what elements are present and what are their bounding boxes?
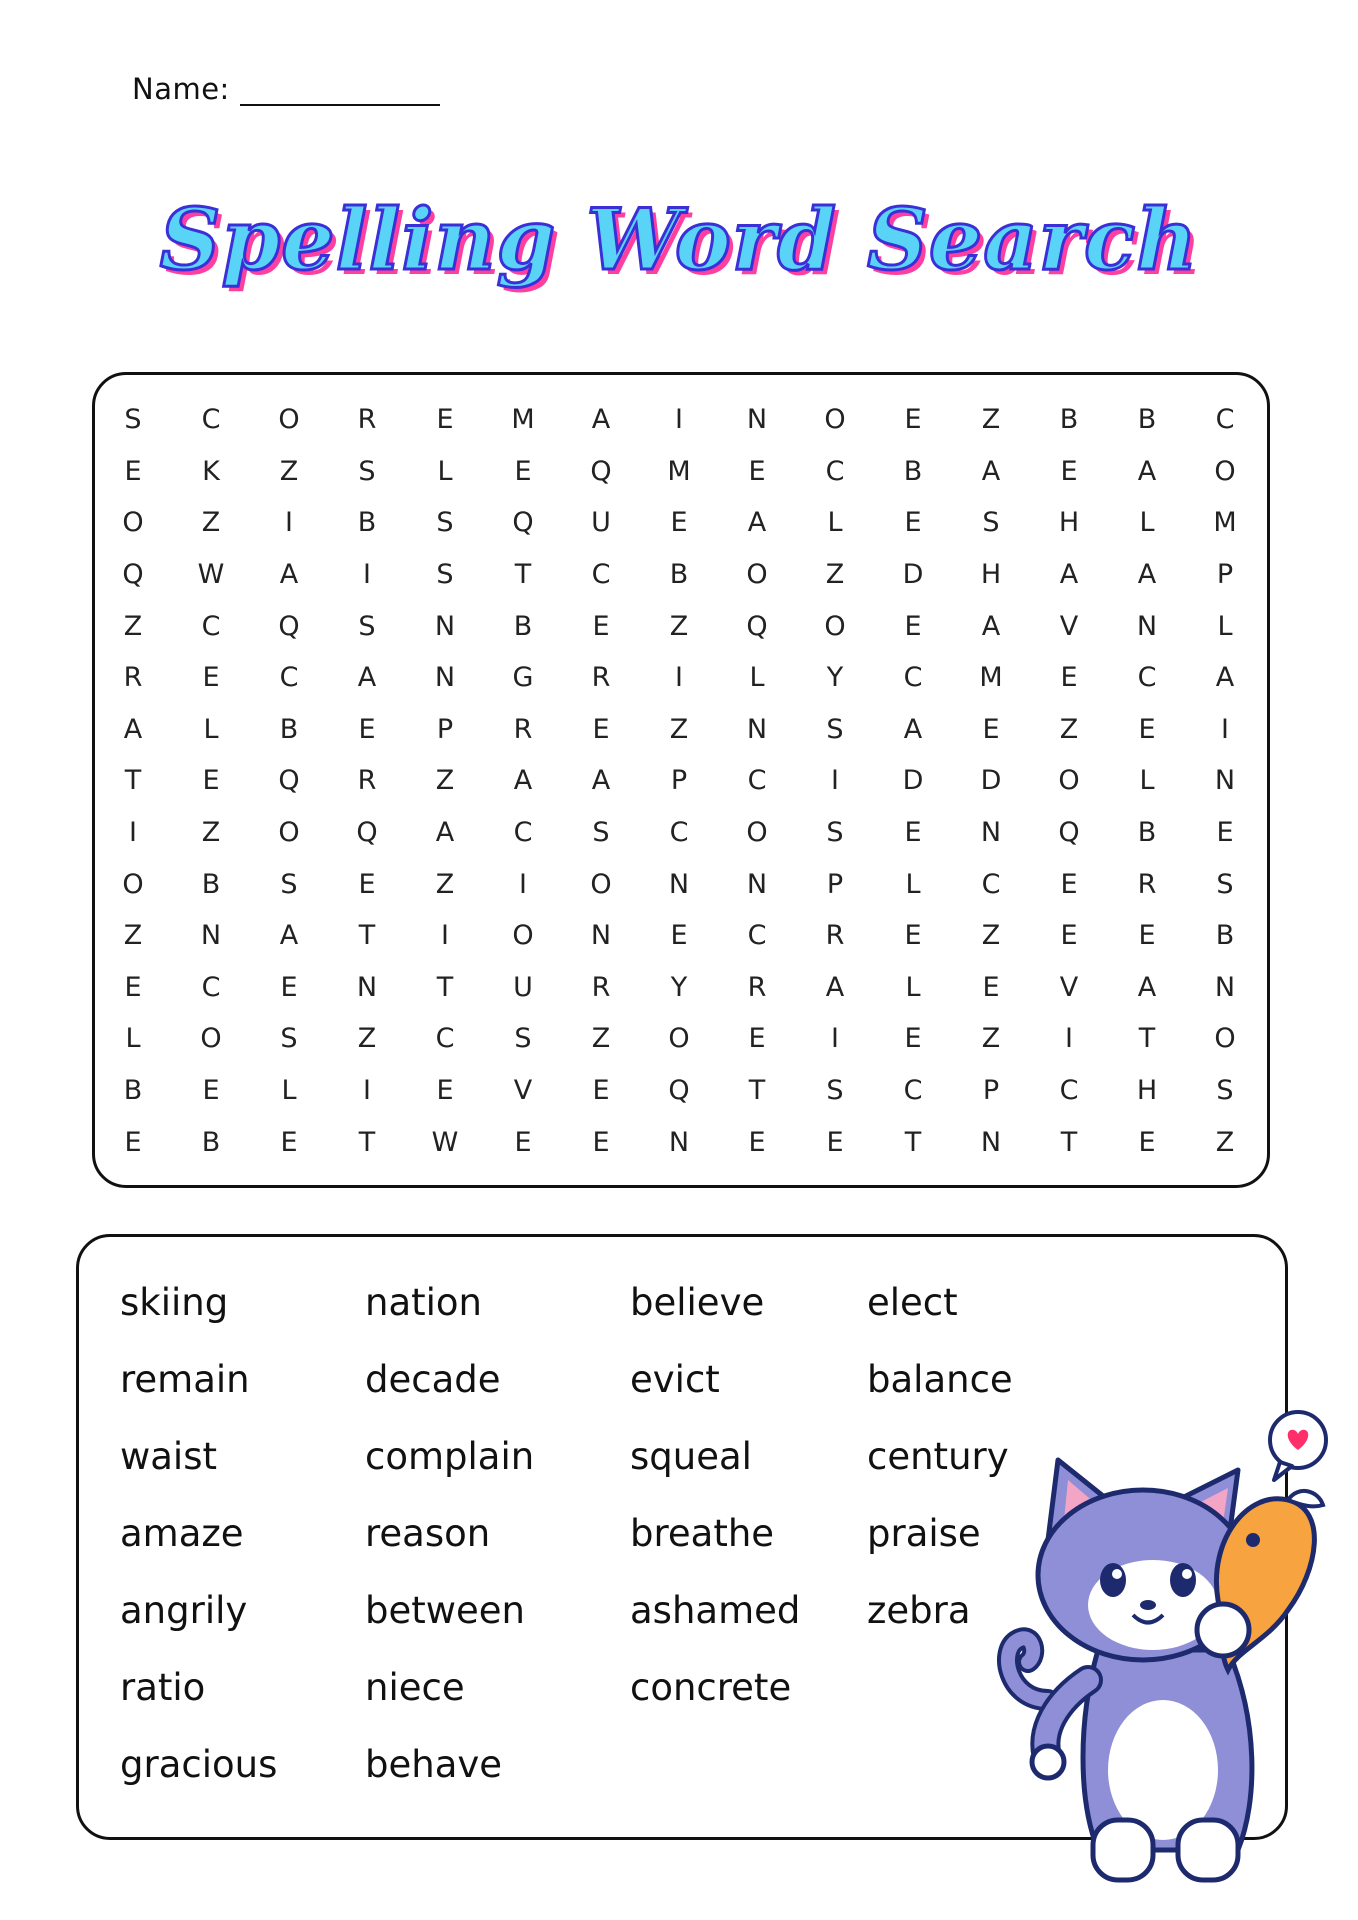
grid-letter[interactable]: S <box>982 507 1000 539</box>
grid-letter[interactable]: R <box>825 920 845 952</box>
grid-letter[interactable]: Z <box>123 610 143 642</box>
grid-letter[interactable]: E <box>904 610 922 642</box>
word-list-item: gracious <box>120 1743 278 1786</box>
grid-letter[interactable]: I <box>1221 713 1229 745</box>
grid-letter[interactable]: A <box>1059 559 1079 591</box>
grid-letter[interactable]: S <box>436 559 454 591</box>
grid-letter[interactable]: O <box>1214 1023 1236 1055</box>
grid-letter[interactable]: D <box>980 765 1002 797</box>
grid-letter[interactable]: W <box>431 1126 459 1158</box>
grid-letter[interactable]: L <box>281 1075 297 1107</box>
grid-letter[interactable]: E <box>1060 662 1078 694</box>
grid-letter[interactable]: U <box>591 507 611 539</box>
word-list-item: zebra <box>867 1589 971 1632</box>
grid-letter[interactable]: E <box>124 455 142 487</box>
grid-letter[interactable]: O <box>746 559 768 591</box>
grid-letter[interactable]: S <box>826 713 844 745</box>
grid-letter[interactable]: C <box>201 404 221 436</box>
grid-letter[interactable]: C <box>435 1023 455 1055</box>
grid-letter[interactable]: A <box>747 507 767 539</box>
grid-letter[interactable]: Z <box>357 1023 377 1055</box>
word-list-item: breathe <box>630 1512 775 1555</box>
grid-letter[interactable]: E <box>592 1075 610 1107</box>
grid-letter[interactable]: C <box>903 1075 923 1107</box>
grid-letter[interactable]: I <box>831 1023 839 1055</box>
grid-letter[interactable]: T <box>358 920 376 952</box>
grid-letter[interactable]: C <box>279 662 299 694</box>
grid-letter[interactable]: N <box>1136 610 1158 642</box>
grid-letter[interactable]: O <box>512 920 534 952</box>
grid-letter[interactable]: S <box>592 817 610 849</box>
grid-letter[interactable]: E <box>904 404 922 436</box>
grid-letter[interactable]: A <box>1137 559 1157 591</box>
word-column-1 <box>120 1278 277 1817</box>
grid-letter[interactable]: B <box>357 507 377 539</box>
grid-letter[interactable]: M <box>1213 507 1237 539</box>
grid-letter[interactable]: T <box>514 559 532 591</box>
grid-letter[interactable]: Z <box>981 404 1001 436</box>
grid-letter[interactable]: P <box>1216 559 1234 591</box>
grid-letter[interactable]: O <box>1058 765 1080 797</box>
grid-letter[interactable]: Z <box>669 713 689 745</box>
grid-letter[interactable]: L <box>1139 507 1155 539</box>
grid-letter[interactable]: C <box>981 868 1001 900</box>
grid-letter[interactable]: N <box>1214 971 1236 1003</box>
grid-letter[interactable]: T <box>1138 1023 1156 1055</box>
grid-letter[interactable]: C <box>747 765 767 797</box>
grid-letter[interactable]: E <box>280 971 298 1003</box>
grid-letter[interactable]: Z <box>981 1023 1001 1055</box>
grid-letter[interactable]: E <box>514 1126 532 1158</box>
grid-letter[interactable]: O <box>122 868 144 900</box>
grid-letter[interactable]: R <box>357 765 377 797</box>
grid-letter[interactable]: O <box>824 404 846 436</box>
grid-letter[interactable]: E <box>358 713 376 745</box>
grid-letter[interactable]: I <box>129 817 137 849</box>
grid-letter[interactable]: B <box>201 1126 221 1158</box>
grid-letter[interactable]: A <box>279 559 299 591</box>
grid-letter[interactable]: A <box>279 920 299 952</box>
word-list-item: waist <box>120 1435 217 1478</box>
grid-letter[interactable]: N <box>746 404 768 436</box>
grid-letter[interactable]: B <box>513 610 533 642</box>
grid-letter[interactable]: R <box>591 971 611 1003</box>
grid-letter[interactable]: N <box>200 920 222 952</box>
grid-letter[interactable]: N <box>1214 765 1236 797</box>
grid-letter[interactable]: O <box>1214 455 1236 487</box>
word-list-item: angrily <box>120 1589 248 1632</box>
grid-letter[interactable]: S <box>280 1023 298 1055</box>
grid-letter[interactable]: E <box>1060 920 1078 952</box>
grid-letter[interactable]: E <box>202 765 220 797</box>
grid-letter[interactable]: B <box>201 868 221 900</box>
grid-letter[interactable]: P <box>826 868 844 900</box>
grid-letter[interactable]: A <box>903 713 923 745</box>
grid-letter[interactable]: E <box>280 1126 298 1158</box>
cat-holding-fish-icon <box>988 1400 1348 1900</box>
word-list-item: between <box>365 1589 525 1632</box>
word-list-item: evict <box>630 1358 720 1401</box>
grid-letter[interactable]: Z <box>435 868 455 900</box>
grid-letter[interactable]: N <box>668 1126 690 1158</box>
grid-letter[interactable]: V <box>1059 610 1079 642</box>
grid-letter[interactable]: H <box>980 559 1002 591</box>
grid-letter[interactable]: Z <box>201 817 221 849</box>
grid-letter[interactable]: D <box>902 559 924 591</box>
grid-letter[interactable]: T <box>124 765 142 797</box>
grid-letter[interactable]: N <box>980 1126 1002 1158</box>
grid-letter[interactable]: T <box>1060 1126 1078 1158</box>
grid-letter[interactable]: T <box>436 971 454 1003</box>
grid-letter[interactable]: C <box>513 817 533 849</box>
word-list-item: century <box>867 1435 1009 1478</box>
word-list-item: decade <box>365 1358 501 1401</box>
grid-letter[interactable]: C <box>201 610 221 642</box>
grid-letter[interactable]: C <box>1059 1075 1079 1107</box>
grid-letter[interactable]: V <box>1059 971 1079 1003</box>
grid-letter[interactable]: P <box>982 1075 1000 1107</box>
grid-letter[interactable]: R <box>513 713 533 745</box>
grid-letter[interactable]: H <box>1136 1075 1158 1107</box>
grid-letter[interactable]: E <box>748 455 766 487</box>
word-list-item: squeal <box>630 1435 752 1478</box>
grid-letter[interactable]: B <box>1137 404 1157 436</box>
word-list-item: praise <box>867 1512 981 1555</box>
grid-letter[interactable]: I <box>363 559 371 591</box>
word-list-item: amaze <box>120 1512 244 1555</box>
grid-letter[interactable]: A <box>513 765 533 797</box>
grid-letter[interactable]: C <box>201 971 221 1003</box>
grid-letter[interactable]: E <box>202 662 220 694</box>
grid-letter[interactable]: T <box>358 1126 376 1158</box>
grid-letter[interactable]: Q <box>356 817 378 849</box>
grid-letter[interactable]: I <box>675 404 683 436</box>
grid-letter[interactable]: A <box>825 971 845 1003</box>
grid-letter[interactable]: L <box>203 713 219 745</box>
grid-letter[interactable]: D <box>902 765 924 797</box>
word-list-item: nation <box>365 1281 482 1324</box>
grid-letter[interactable]: E <box>982 713 1000 745</box>
grid-letter[interactable]: L <box>1217 610 1233 642</box>
grid-letter[interactable]: A <box>981 610 1001 642</box>
grid-letter[interactable]: E <box>1138 1126 1156 1158</box>
grid-letter[interactable]: E <box>514 455 532 487</box>
grid-letter[interactable]: O <box>200 1023 222 1055</box>
grid-letter[interactable]: E <box>1138 920 1156 952</box>
word-list-item: balance <box>867 1358 1013 1401</box>
grid-letter[interactable]: V <box>513 1075 533 1107</box>
grid-letter[interactable]: E <box>124 971 142 1003</box>
grid-letter[interactable]: E <box>670 507 688 539</box>
grid-letter[interactable]: C <box>1137 662 1157 694</box>
grid-letter[interactable]: E <box>904 920 922 952</box>
grid-letter[interactable]: U <box>513 971 533 1003</box>
grid-letter[interactable]: I <box>285 507 293 539</box>
grid-letter[interactable]: C <box>903 662 923 694</box>
grid-letter[interactable]: N <box>980 817 1002 849</box>
word-list-item: concrete <box>630 1666 792 1709</box>
grid-letter[interactable]: B <box>1059 404 1079 436</box>
grid-letter[interactable]: B <box>1137 817 1157 849</box>
grid-letter[interactable]: Z <box>201 507 221 539</box>
grid-letter[interactable]: R <box>123 662 143 694</box>
grid-letter[interactable]: E <box>982 971 1000 1003</box>
grid-letter[interactable]: S <box>514 1023 532 1055</box>
grid-letter[interactable]: E <box>748 1023 766 1055</box>
page-title: Spelling Word Search <box>159 190 1199 289</box>
grid-letter[interactable]: E <box>904 507 922 539</box>
grid-letter[interactable]: Z <box>669 610 689 642</box>
grid-letter[interactable]: R <box>747 971 767 1003</box>
grid-letter[interactable]: I <box>675 662 683 694</box>
grid-letter[interactable]: S <box>358 610 376 642</box>
word-list-item: ashamed <box>630 1589 801 1632</box>
grid-letter[interactable]: N <box>590 920 612 952</box>
word-list-item: skiing <box>120 1281 229 1324</box>
name-blank-line[interactable] <box>240 74 440 106</box>
grid-letter[interactable]: I <box>831 765 839 797</box>
grid-letter[interactable]: A <box>591 404 611 436</box>
grid-letter[interactable]: E <box>670 920 688 952</box>
grid-letter[interactable]: N <box>434 662 456 694</box>
grid-letter[interactable]: Q <box>278 765 300 797</box>
grid-letter[interactable]: L <box>749 662 765 694</box>
word-list-item: complain <box>365 1435 535 1478</box>
grid-letter[interactable]: A <box>1137 455 1157 487</box>
grid-letter[interactable]: E <box>202 1075 220 1107</box>
grid-letter[interactable]: Q <box>278 610 300 642</box>
grid-letter[interactable]: E <box>1060 868 1078 900</box>
grid-letter[interactable]: M <box>979 662 1003 694</box>
grid-letter[interactable]: K <box>202 455 220 487</box>
grid-letter[interactable]: Q <box>746 610 768 642</box>
grid-letter[interactable]: O <box>668 1023 690 1055</box>
grid-letter[interactable]: M <box>667 455 691 487</box>
grid-letter[interactable]: A <box>981 455 1001 487</box>
grid-letter[interactable]: L <box>1139 765 1155 797</box>
grid-letter[interactable]: Q <box>122 559 144 591</box>
grid-letter[interactable]: I <box>363 1075 371 1107</box>
grid-letter[interactable]: C <box>591 559 611 591</box>
grid-letter[interactable]: Z <box>1215 1126 1235 1158</box>
grid-letter[interactable]: I <box>1065 1023 1073 1055</box>
speech-bubble-icon <box>1270 1412 1326 1480</box>
grid-letter[interactable]: Z <box>123 920 143 952</box>
grid-letter[interactable]: Z <box>279 455 299 487</box>
grid-letter[interactable]: B <box>903 455 923 487</box>
grid-letter[interactable]: Z <box>435 765 455 797</box>
grid-letter[interactable]: B <box>279 713 299 745</box>
grid-letter[interactable]: B <box>669 559 689 591</box>
grid-letter[interactable]: C <box>825 455 845 487</box>
grid-letter[interactable]: O <box>122 507 144 539</box>
grid-letter[interactable]: R <box>591 662 611 694</box>
grid-letter[interactable]: H <box>1058 507 1080 539</box>
grid-letter[interactable]: N <box>668 868 690 900</box>
grid-letter[interactable]: L <box>905 971 921 1003</box>
grid-letter[interactable]: Q <box>512 507 534 539</box>
grid-letter[interactable]: Z <box>591 1023 611 1055</box>
grid-letter[interactable]: C <box>669 817 689 849</box>
word-column-3 <box>630 1278 800 1740</box>
grid-letter[interactable]: N <box>746 868 768 900</box>
grid-letter[interactable]: L <box>905 868 921 900</box>
grid-letter[interactable]: O <box>824 610 846 642</box>
grid-letter[interactable]: S <box>826 1075 844 1107</box>
grid-letter[interactable]: P <box>670 765 688 797</box>
word-list-item: ratio <box>120 1666 206 1709</box>
grid-letter[interactable]: R <box>357 404 377 436</box>
word-list-item: remain <box>120 1358 250 1401</box>
grid-letter[interactable]: Z <box>1059 713 1079 745</box>
grid-letter[interactable]: A <box>123 713 143 745</box>
grid-letter[interactable]: C <box>1215 404 1235 436</box>
grid-letter[interactable]: L <box>437 455 453 487</box>
grid-letter[interactable]: N <box>356 971 378 1003</box>
grid-letter[interactable]: T <box>748 1075 766 1107</box>
grid-letter[interactable]: N <box>746 713 768 745</box>
grid-letter[interactable]: C <box>747 920 767 952</box>
grid-letter[interactable]: N <box>434 610 456 642</box>
grid-letter[interactable]: R <box>1137 868 1157 900</box>
grid-letter[interactable]: Z <box>981 920 1001 952</box>
grid-letter[interactable]: T <box>904 1126 922 1158</box>
grid-letter[interactable]: G <box>512 662 534 694</box>
grid-letter[interactable]: Q <box>590 455 612 487</box>
grid-letter[interactable]: E <box>826 1126 844 1158</box>
grid-letter[interactable]: A <box>591 765 611 797</box>
grid-letter[interactable]: S <box>1216 1075 1234 1107</box>
grid-letter[interactable]: M <box>511 404 535 436</box>
grid-letter[interactable]: E <box>1060 455 1078 487</box>
grid-letter[interactable]: E <box>358 868 376 900</box>
grid-letter[interactable]: A <box>435 817 455 849</box>
grid-letter[interactable]: L <box>827 507 843 539</box>
grid-letter[interactable]: Y <box>826 662 844 694</box>
word-list-item: reason <box>365 1512 491 1555</box>
grid-letter[interactable]: S <box>124 404 142 436</box>
grid-letter[interactable]: S <box>436 507 454 539</box>
grid-letter[interactable]: O <box>278 817 300 849</box>
name-field[interactable] <box>132 72 440 106</box>
grid-letter[interactable]: E <box>592 713 610 745</box>
grid-letter[interactable]: E <box>592 1126 610 1158</box>
grid-letter[interactable]: E <box>748 1126 766 1158</box>
grid-letter[interactable]: E <box>904 817 922 849</box>
grid-letter[interactable]: O <box>746 817 768 849</box>
grid-letter[interactable]: A <box>1215 662 1235 694</box>
grid-letter[interactable]: E <box>1216 817 1234 849</box>
grid-letter[interactable]: P <box>436 713 454 745</box>
grid-letter[interactable]: S <box>826 817 844 849</box>
word-list-item: niece <box>365 1666 465 1709</box>
grid-letter[interactable]: B <box>1215 920 1235 952</box>
grid-letter[interactable]: I <box>519 868 527 900</box>
grid-letter[interactable]: B <box>123 1075 143 1107</box>
grid-letter[interactable]: S <box>280 868 298 900</box>
word-list-item: behave <box>365 1743 503 1786</box>
grid-letter[interactable]: E <box>436 1075 454 1107</box>
grid-letter[interactable]: A <box>357 662 377 694</box>
grid-letter[interactable]: E <box>436 404 454 436</box>
grid-letter[interactable]: W <box>197 559 225 591</box>
grid-letter[interactable]: A <box>1137 971 1157 1003</box>
grid-letter[interactable]: L <box>125 1023 141 1055</box>
grid-letter[interactable]: E <box>904 1023 922 1055</box>
grid-letter[interactable]: Y <box>670 971 688 1003</box>
name-label: Name: <box>132 72 230 106</box>
word-list-item: believe <box>630 1281 765 1324</box>
word-list-item: elect <box>867 1281 958 1324</box>
word-column-2 <box>365 1278 534 1817</box>
grid-letter[interactable]: I <box>441 920 449 952</box>
grid-letter[interactable]: S <box>358 455 376 487</box>
grid-letter[interactable]: E <box>592 610 610 642</box>
grid-letter[interactable]: Q <box>668 1075 690 1107</box>
letter-grid <box>94 394 1264 1168</box>
grid-letter[interactable]: Q <box>1058 817 1080 849</box>
grid-letter[interactable]: S <box>1216 868 1234 900</box>
grid-letter[interactable]: O <box>278 404 300 436</box>
grid-letter[interactable]: E <box>124 1126 142 1158</box>
grid-letter[interactable]: E <box>1138 713 1156 745</box>
grid-letter[interactable]: O <box>590 868 612 900</box>
grid-letter[interactable]: Z <box>825 559 845 591</box>
